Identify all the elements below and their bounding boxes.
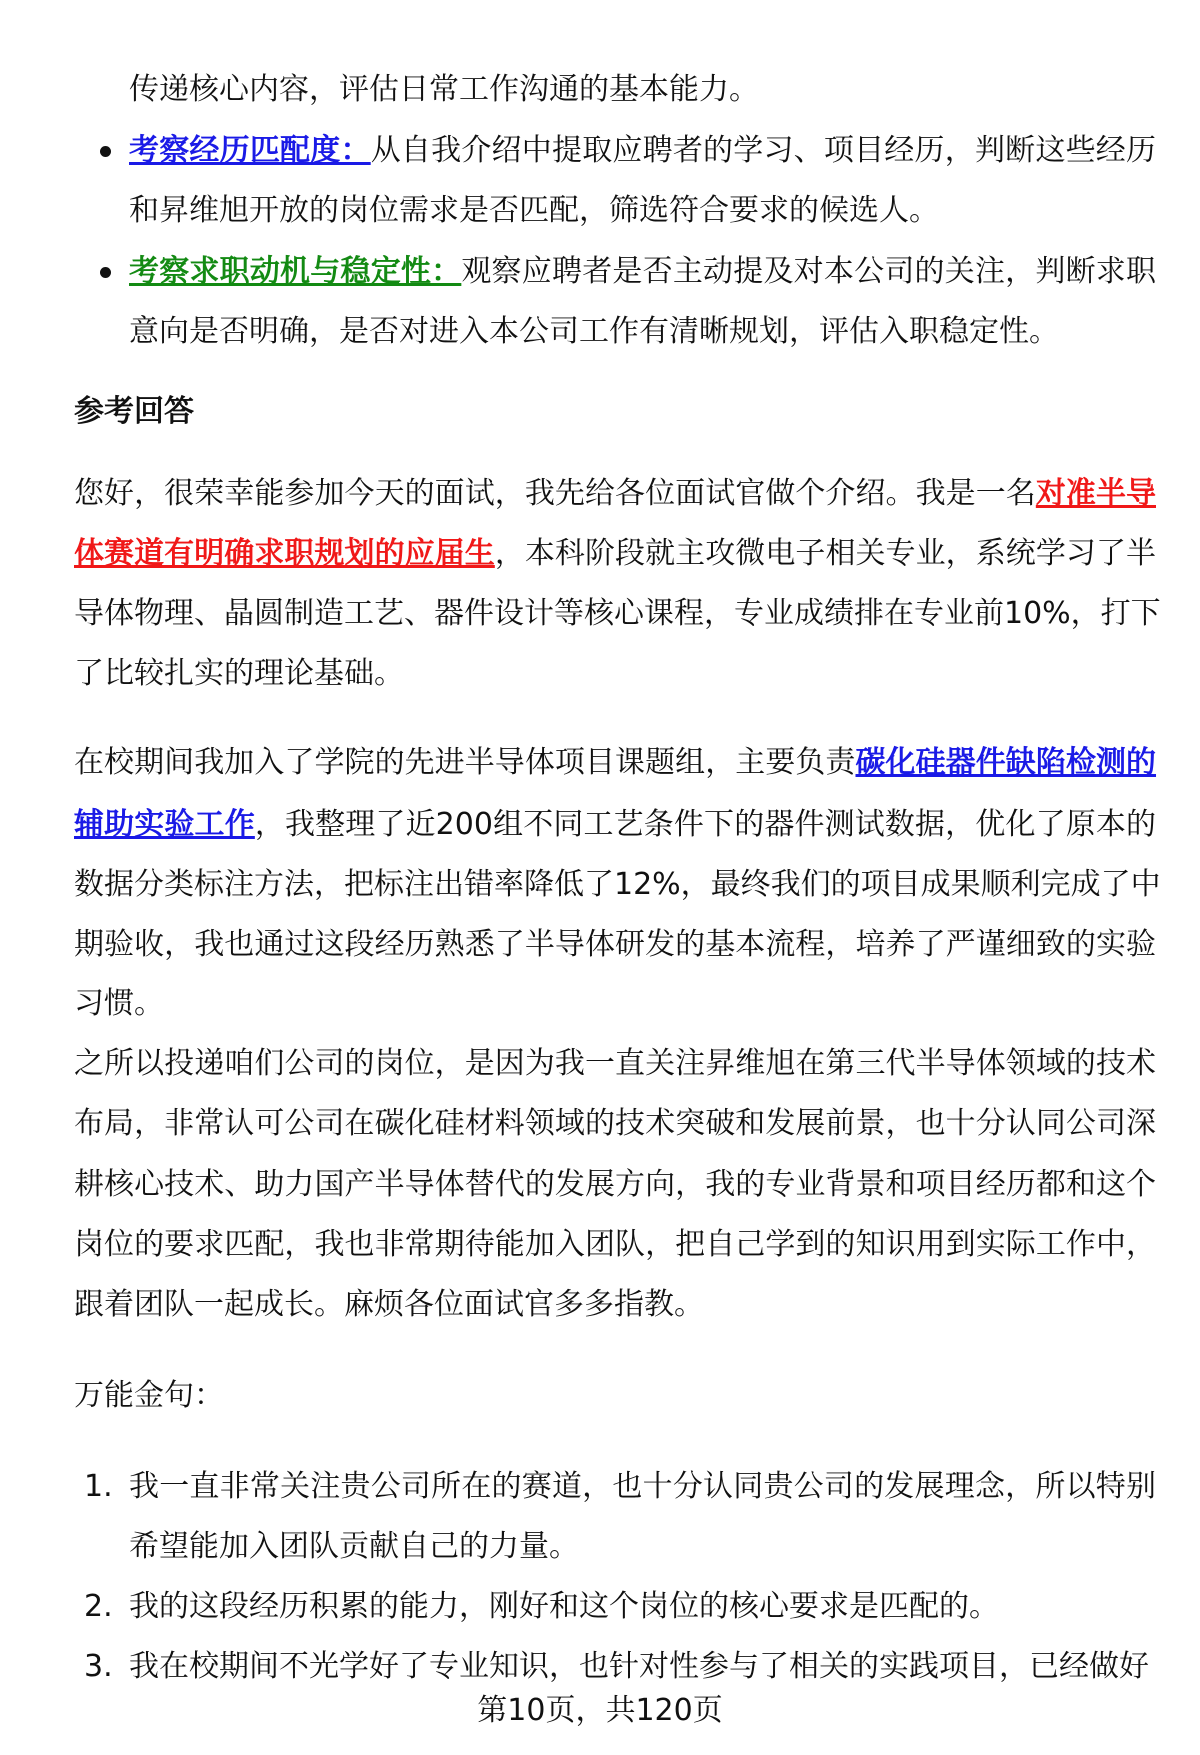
answer-paragraph-line — [74, 984, 1156, 1024]
text-segment: 从自我介绍中提取应聘者的学习、项目经历，判断这些经历 — [370, 133, 1157, 168]
answer-paragraph-line — [74, 1104, 1156, 1144]
section-heading: 参考回答 — [74, 394, 194, 429]
text-segment: 我的这段经历积累的能力，刚好和这个岗位的核心要求是匹配的。 — [129, 1589, 999, 1624]
text-segment: 耕核心技术、助力国产半导体替代的发展方向，我的专业背景和项目经历都和这个 — [74, 1167, 1156, 1202]
highlight-text: 考察经历匹配度： — [129, 133, 371, 168]
answer-paragraph-line — [74, 865, 1161, 905]
highlight-text: 考察求职动机与稳定性： — [129, 254, 462, 289]
text-segment: 布局，非常认可公司在碳化硅材料领域的技术突破和发展前景，也十分认同公司深 — [74, 1106, 1156, 1141]
answer-paragraph-line — [74, 534, 1156, 574]
answer-paragraph-line — [74, 743, 1156, 783]
text-segment: 导体物理、晶圆制造工艺、器件设计等核心课程，专业成绩排在专业前10%，打下 — [74, 596, 1161, 631]
text-segment: 我在校期间不光学好了专业知识，也针对性参与了相关的实践项目，已经做好 — [129, 1649, 1149, 1684]
text-segment: 习惯。 — [74, 986, 164, 1021]
text-segment: 数据分类标注方法，把标注出错率降低了12%，最终我们的项目成果顺利完成了中 — [74, 867, 1161, 902]
text-segment: ，本科阶段就主攻微电子相关专业，系统学习了半 — [494, 536, 1157, 571]
text-segment: 我一直非常关注贵公司所在的赛道，也十分认同贵公司的发展理念，所以特别 — [129, 1469, 1156, 1504]
text-segment: 和昇维旭开放的岗位需求是否匹配，筛选符合要求的候选人。 — [129, 193, 939, 228]
bullet-item-line — [129, 191, 1156, 231]
text-segment: 传递核心内容，评估日常工作沟通的基本能力。 — [129, 72, 759, 107]
list-number: 3. — [84, 1649, 113, 1684]
golden-label: 万能金句： — [74, 1378, 224, 1413]
highlight-text: 辅助实验工作 — [74, 807, 255, 842]
text-segment: ，我整理了近200组不同工艺条件下的器件测试数据，优化了原本的 — [254, 807, 1157, 842]
highlight-text: 体赛道有明确求职规划的应届生 — [74, 536, 495, 571]
text-segment: 之所以投递咱们公司的岗位，是因为我一直关注昇维旭在第三代半导体领域的技术 — [74, 1046, 1156, 1081]
page-footer: 第10页，共120页 — [477, 1693, 723, 1728]
text-segment: 观察应聘者是否主动提及对本公司的关注，判断求职 — [461, 254, 1157, 289]
golden-list-item-line — [129, 1527, 1156, 1567]
text-segment: 意向是否明确，是否对进入本公司工作有清晰规划，评估入职稳定性。 — [129, 314, 1059, 349]
highlight-text: 碳化硅器件缺陷检测的 — [855, 745, 1157, 780]
answer-paragraph-line — [74, 805, 1156, 845]
bullet-item-line — [129, 131, 1156, 171]
list-number: 2. — [84, 1589, 113, 1624]
answer-paragraph-line — [74, 1044, 1156, 1084]
golden-list-item-line — [129, 1467, 1156, 1507]
text-segment: 跟着团队一起成长。麻烦各位面试官多多指教。 — [74, 1287, 704, 1322]
bullet-item-line — [129, 70, 1156, 110]
answer-paragraph-line — [74, 474, 1156, 514]
highlight-text: 对准半导 — [1035, 476, 1156, 511]
text-segment: 期验收，我也通过这段经历熟悉了半导体研发的基本流程，培养了严谨细致的实验 — [74, 927, 1156, 962]
text-segment: 岗位的要求匹配，我也非常期待能加入团队，把自己学到的知识用到实际工作中， — [74, 1227, 1156, 1262]
answer-paragraph-line — [74, 1285, 1156, 1325]
golden-list-item-line — [129, 1587, 1156, 1627]
answer-paragraph-line — [74, 594, 1161, 634]
answer-paragraph-line — [74, 1225, 1156, 1265]
answer-paragraph-line — [74, 1165, 1156, 1205]
bullet-icon — [100, 267, 111, 278]
text-segment: 了比较扎实的理论基础。 — [74, 656, 404, 691]
text-segment: 您好，很荣幸能参加今天的面试，我先给各位面试官做个介绍。我是一名 — [74, 476, 1036, 511]
bullet-icon — [100, 146, 111, 157]
text-segment: 在校期间我加入了学院的先进半导体项目课题组，主要负责 — [74, 745, 856, 780]
text-segment: 希望能加入团队贡献自己的力量。 — [129, 1529, 579, 1564]
answer-paragraph-line — [74, 925, 1156, 965]
bullet-item-line — [129, 252, 1156, 292]
answer-paragraph-line — [74, 654, 1156, 694]
list-number: 1. — [84, 1469, 113, 1504]
bullet-item-line — [129, 312, 1156, 352]
golden-list-item-line — [129, 1647, 1156, 1687]
